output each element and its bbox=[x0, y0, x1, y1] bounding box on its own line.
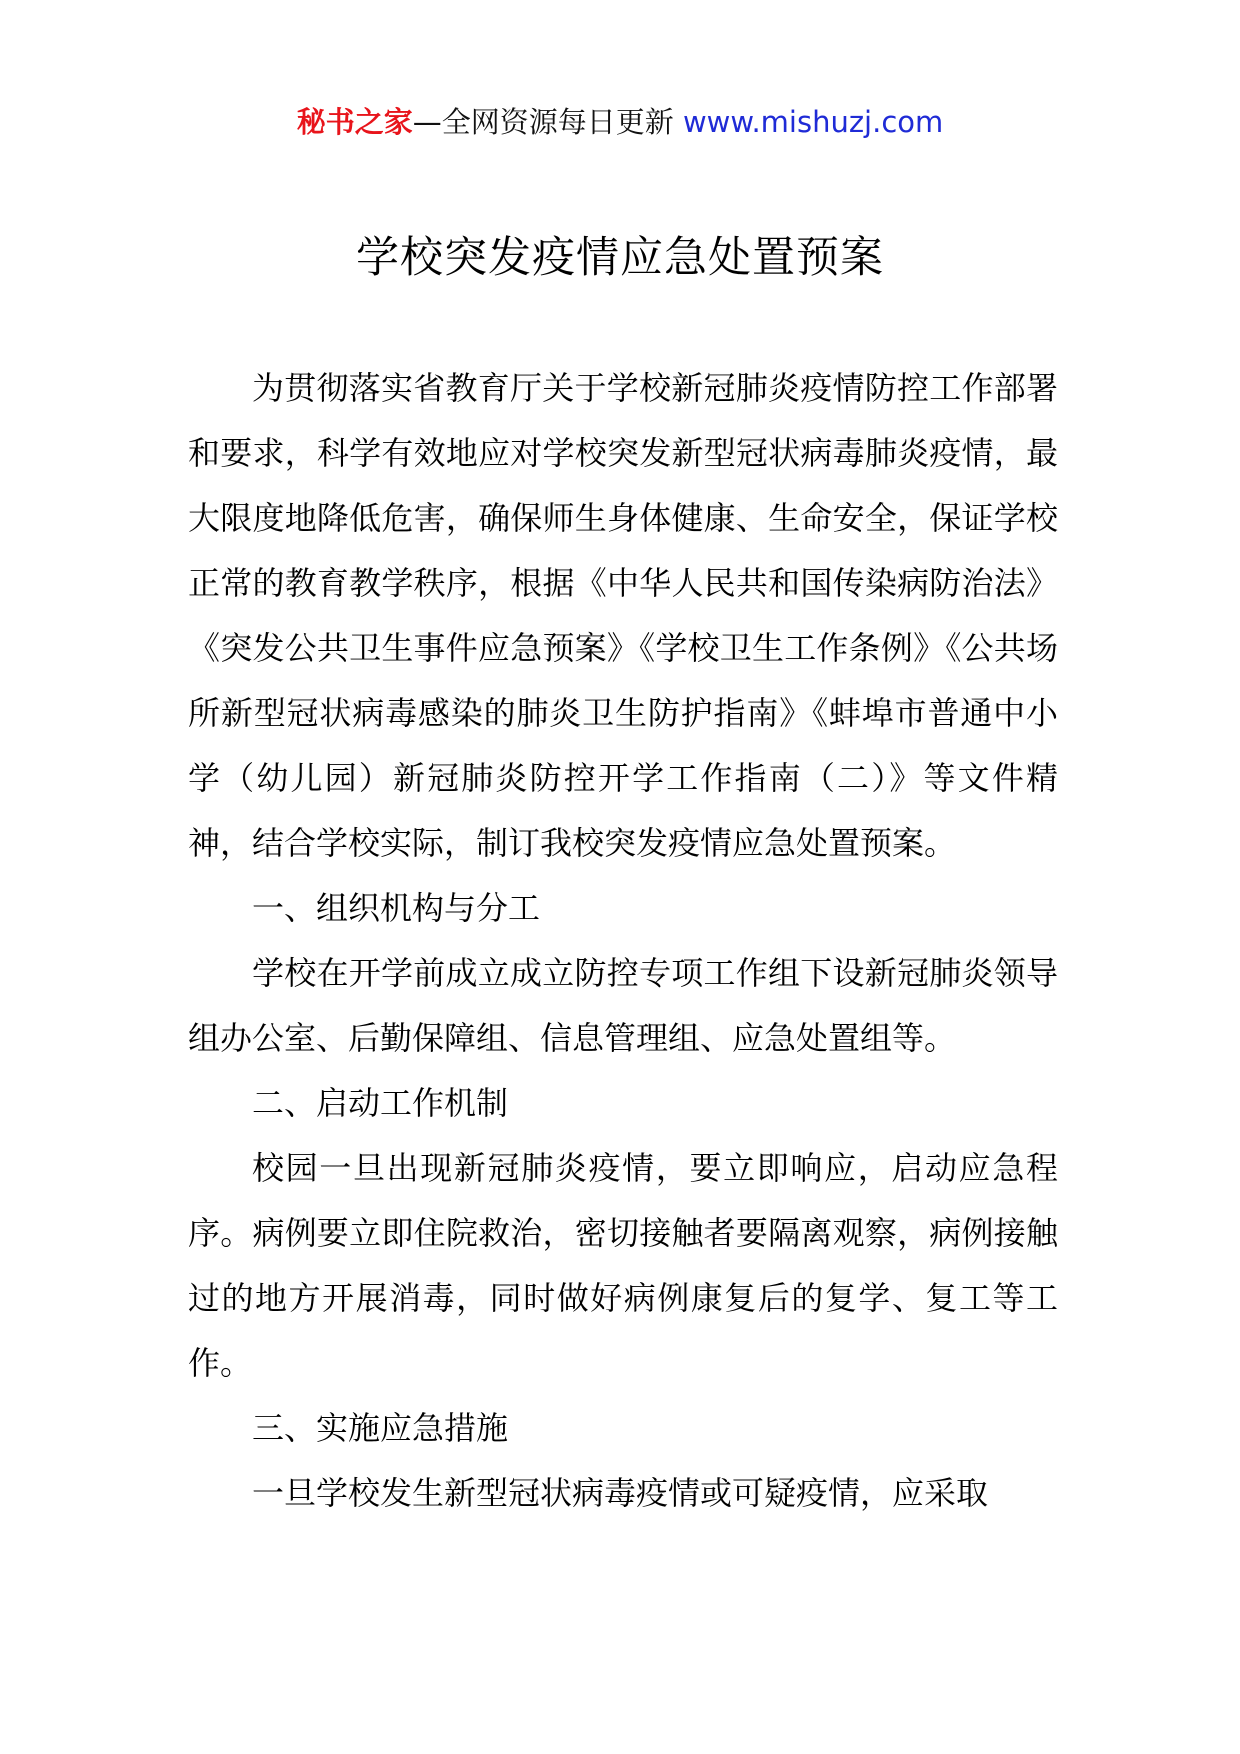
site-tagline: —全网资源每日更新 bbox=[412, 105, 683, 139]
measures-paragraph: 一旦学校发生新型冠状病毒疫情或可疑疫情，应采取 bbox=[252, 1474, 989, 1512]
section-heading-measures: 三、实施应急措施 bbox=[252, 1409, 509, 1447]
organization-paragraph: 学校在开学前成立成立防控专项工作组下设新冠肺炎领导组办公室、后勤保障组、信息管理组、应急处置组等。 bbox=[188, 954, 1058, 1057]
intro-paragraph: 为贯彻落实省教育厅关于学校新冠肺炎疫情防控工作部署和要求，科学有效地应对学校突发新型冠状病毒肺炎疫情，最大限度地降低危害，确保师生身体健康、生命安全，保证学校正常的教育教学秩序，根据《中华人民共和国传染病防治法》《突发公共卫生事件应急预案》《学校卫生工作条例》《公共场所新型冠状病毒感染的肺炎卫生防护指南》《蚌埠市普通中小学（幼儿园）新冠肺炎防控开学工作指南（二）》等文件精神，结合学校实际，制订我校突发疫情应急处置预案。 bbox=[188, 369, 1058, 862]
mechanism-paragraph: 校园一旦出现新冠肺炎疫情，要立即响应，启动应急程序。病例要立即住院救治，密切接触者要隔离观察，病例接触过的地方开展消毒，同时做好病例康复后的复学、复工等工作。 bbox=[188, 1149, 1058, 1382]
document-body bbox=[188, 356, 1058, 1526]
site-header bbox=[0, 100, 1240, 144]
section-heading-mechanism: 二、启动工作机制 bbox=[252, 1084, 509, 1122]
document-title: 学校突发疫情应急处置预案 bbox=[356, 233, 884, 283]
site-brand: 秘书之家 bbox=[296, 105, 413, 139]
section-heading-organization: 一、组织机构与分工 bbox=[252, 889, 541, 927]
site-url-link[interactable]: www.mishuzj.com bbox=[682, 105, 944, 139]
